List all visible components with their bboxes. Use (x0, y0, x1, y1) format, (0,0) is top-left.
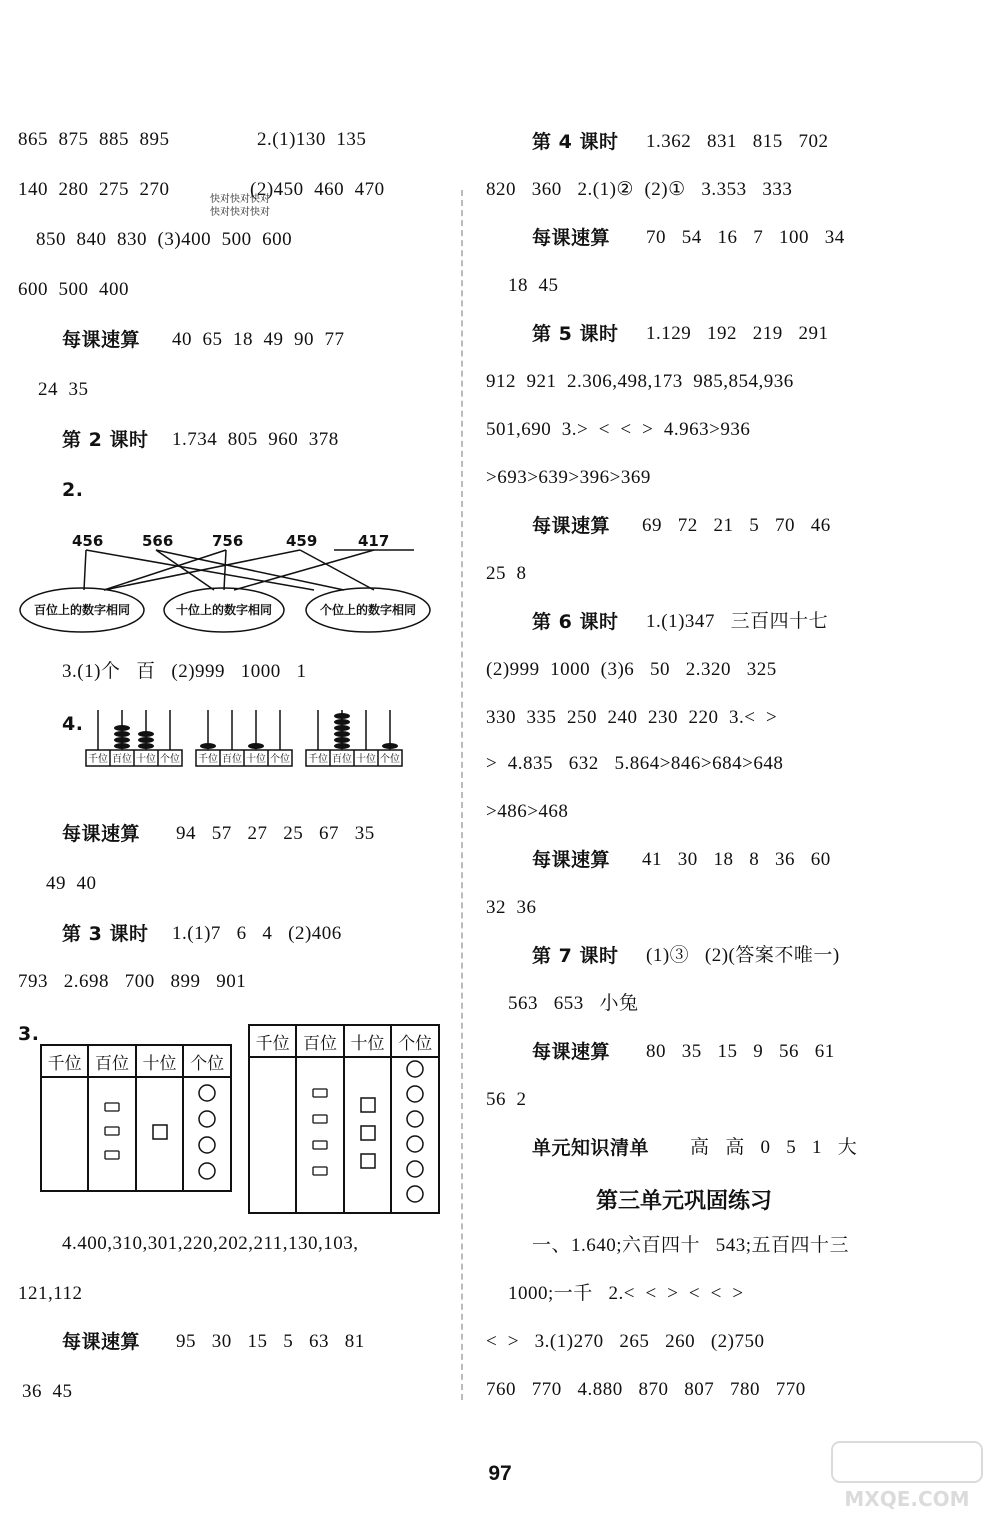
k7-line-2: 563 653 小兔 (508, 993, 639, 1014)
k6-line-4: > 4.835 632 5.864>846>684>648 (486, 753, 784, 774)
q3b-label: 3. (18, 1023, 40, 1045)
left-line-2a: 140 280 275 270 (18, 179, 170, 200)
abacus-label: 十位 (246, 754, 266, 765)
k4-values: 1.362 831 815 702 (646, 131, 829, 152)
k2-values: 1.734 805 960 378 (172, 429, 339, 450)
table-header: 十位 (136, 1045, 184, 1077)
q4b-line: 4.400,310,301,220,202,211,130,103, (62, 1233, 359, 1254)
left-line-1a: 865 875 885 895 (18, 129, 170, 150)
k6-line-2: (2)999 1000 (3)6 50 2.320 325 (486, 659, 777, 680)
mk4-values-2: 18 45 (508, 275, 559, 296)
k4-label: 第 4 课时 (532, 131, 619, 153)
diagram-number: 566 (142, 532, 174, 550)
k5-line-3: 501,690 3.> < < > 4.963>936 (486, 419, 751, 440)
mk3-label: 每课速算 (62, 1331, 141, 1353)
k6-line-3: 330 335 250 240 230 220 3.< > (486, 707, 778, 728)
k5-line-2: 912 921 2.306,498,173 985,854,936 (486, 371, 794, 392)
mk6-values: 41 30 18 8 36 60 (642, 849, 831, 870)
mk7-values-2: 56 2 (486, 1089, 527, 1110)
table-header: 个位 (183, 1045, 231, 1077)
mk1-label: 每课速算 (62, 329, 141, 351)
mk2-values-2: 49 40 (46, 873, 97, 894)
abacus-label: 十位 (136, 754, 156, 765)
k3-label: 第 3 课时 (62, 923, 149, 945)
left-line-1b: 2.(1)130 135 (257, 129, 367, 150)
oval-label: 百位上的数字相同 (33, 603, 131, 617)
abacus-label: 十位 (356, 754, 376, 765)
mk1-values-2: 24 35 (38, 379, 89, 400)
q4-label: 4. (62, 713, 84, 735)
place-value-table-2 (248, 1024, 440, 1214)
column-divider (461, 190, 463, 1400)
unit-checklist-label: 单元知识清单 (532, 1137, 650, 1159)
mk7-values: 80 35 15 9 56 61 (646, 1041, 835, 1062)
k6-line-5: >486>468 (486, 801, 569, 822)
mk4-label: 每课速算 (532, 227, 611, 249)
left-line-3: 850 840 830 (3)400 500 600 (36, 229, 293, 250)
watermark-text: MXQE.COM (844, 1487, 970, 1511)
tens-cell (136, 1077, 184, 1191)
abacus-label: 百位 (222, 754, 242, 765)
abacus-group (84, 708, 414, 770)
k3-values: 1.(1)7 6 4 (2)406 (172, 923, 342, 944)
abacus-label: 千位 (308, 754, 328, 765)
mk6-label: 每课速算 (532, 849, 611, 871)
table-header: 个位 (391, 1025, 439, 1057)
k3-line-2: 793 2.698 700 899 901 (18, 971, 247, 992)
ones-cell (183, 1077, 231, 1191)
mk2-label: 每课速算 (62, 823, 141, 845)
left-line-4: 600 500 400 (18, 279, 129, 300)
mk5-values: 69 72 21 5 70 46 (642, 515, 831, 536)
tens-cell (344, 1057, 392, 1213)
k4-line-2: 820 360 2.(1)② (2)① 3.353 333 (486, 179, 793, 200)
oval-label: 十位上的数字相同 (175, 603, 273, 617)
page-number: 97 (488, 1462, 512, 1485)
abacus-label: 千位 (88, 754, 108, 765)
mk5-label: 每课速算 (532, 515, 611, 537)
diagram-number: 456 (72, 532, 104, 550)
unit-checklist-values: 高 高 0 5 1 大 (690, 1137, 858, 1158)
mk1-values: 40 65 18 49 90 77 (172, 329, 345, 350)
abacus-label: 个位 (270, 754, 290, 765)
section-line-2: 1000;一千 2.< < > < < > (508, 1283, 744, 1304)
table-header: 千位 (249, 1025, 296, 1057)
abacus-label: 百位 (112, 754, 132, 765)
oval-label: 个位上的数字相同 (319, 603, 417, 617)
q4b-line-2: 121,112 (18, 1283, 83, 1304)
left-line-2b: (2)450 460 470 (250, 179, 385, 200)
hundreds-cell (88, 1077, 136, 1191)
section-title: 第三单元巩固练习 (596, 1189, 773, 1214)
abacus-label: 千位 (198, 754, 218, 765)
matching-diagram (14, 526, 444, 638)
mk3-values-2: 36 45 (22, 1381, 73, 1402)
stamp-text-2: 快对快对快对 (210, 207, 270, 218)
diagram-number: 417 (358, 532, 390, 550)
abacus-label: 百位 (332, 754, 352, 765)
q3-line: 3.(1)个 百 (2)999 1000 1 (62, 661, 307, 682)
abacus-label: 个位 (160, 754, 180, 765)
watermark-logo (822, 1440, 992, 1515)
k7-label: 第 7 课时 (532, 945, 619, 967)
diagram-number: 459 (286, 532, 318, 550)
stamp-text-1: 快对快对快对 (210, 194, 270, 205)
k6-values: 1.(1)347 三百四十七 (646, 611, 829, 632)
k6-label: 第 6 课时 (532, 611, 619, 633)
k5-values: 1.129 192 219 291 (646, 323, 829, 344)
table-header: 百位 (88, 1045, 136, 1077)
abacus-label: 个位 (380, 754, 400, 765)
k7-values: (1)③ (2)(答案不唯一) (646, 945, 840, 966)
section-line-3: < > 3.(1)270 265 260 (2)750 (486, 1331, 765, 1352)
section-line-1: 一、1.640;六百四十 543;五百四十三 (532, 1235, 850, 1256)
k2-label: 第 2 课时 (62, 429, 149, 451)
table-header: 百位 (296, 1025, 344, 1057)
mk6-values-2: 32 36 (486, 897, 537, 918)
k5-label: 第 5 课时 (532, 323, 619, 345)
mk2-values: 94 57 27 25 67 35 (176, 823, 375, 844)
section-line-4: 760 770 4.880 870 807 780 770 (486, 1379, 806, 1400)
mk3-values: 95 30 15 5 63 81 (176, 1331, 365, 1352)
mk7-label: 每课速算 (532, 1041, 611, 1063)
hundreds-cell (296, 1057, 344, 1213)
table-header: 千位 (41, 1045, 88, 1077)
place-value-table-1 (40, 1044, 232, 1192)
q2-label: 2. (62, 479, 84, 501)
k5-line-4: >693>639>396>369 (486, 467, 651, 488)
diagram-number: 756 (212, 532, 244, 550)
table-header: 十位 (344, 1025, 392, 1057)
mk5-values-2: 25 8 (486, 563, 527, 584)
mk4-values: 70 54 16 7 100 34 (646, 227, 845, 248)
ones-cell (391, 1057, 439, 1213)
